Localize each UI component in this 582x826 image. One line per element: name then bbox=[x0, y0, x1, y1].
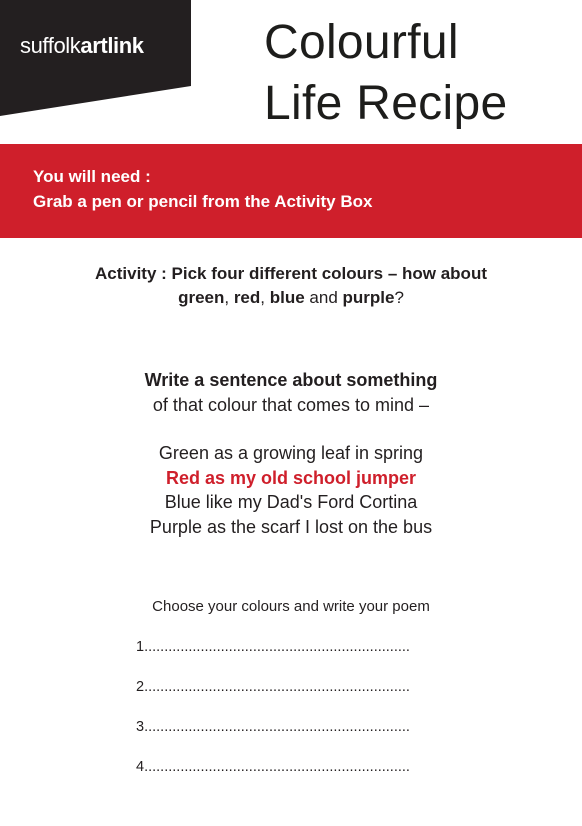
example-red: Red as my old school jumper bbox=[165, 467, 417, 488]
poem-line-2[interactable]: 2.................................................................. bbox=[136, 679, 410, 695]
prompt-bold: Write a sentence about something bbox=[144, 370, 438, 390]
poem-lines bbox=[136, 637, 448, 797]
logo-bold-text: artlink bbox=[80, 33, 144, 58]
question-mark: ? bbox=[394, 288, 404, 307]
suffolk-artlink-logo bbox=[20, 33, 144, 59]
poem-line-4[interactable]: 4.................................................................. bbox=[136, 759, 410, 775]
example-blue: Blue like my Dad's Ford Cortina bbox=[164, 492, 418, 512]
colour-separator: , bbox=[260, 288, 270, 307]
activity-colours bbox=[0, 286, 582, 310]
title-line-2: Life Recipe bbox=[264, 77, 508, 130]
spacer bbox=[0, 417, 582, 441]
poem-line-1[interactable]: 1.................................................................. bbox=[136, 639, 410, 655]
colour-green: green bbox=[178, 288, 225, 307]
example-poem bbox=[0, 368, 582, 539]
you-will-need-text bbox=[33, 164, 372, 214]
colour-blue: blue bbox=[269, 288, 305, 307]
poem-instruction: Choose your colours and write your poem bbox=[152, 598, 430, 615]
logo-light-text: suffolk bbox=[20, 33, 81, 58]
example-green: Green as a growing leaf in spring bbox=[158, 443, 424, 463]
colour-purple: purple bbox=[342, 288, 395, 307]
prompt-rest: of that colour that comes to mind – bbox=[152, 394, 430, 415]
you-will-need-heading: You will need : bbox=[33, 167, 151, 186]
colour-and: and bbox=[304, 288, 343, 307]
logo-block bbox=[0, 0, 191, 116]
you-will-need-banner bbox=[0, 144, 582, 238]
colour-red: red bbox=[233, 288, 261, 307]
poem-line-3[interactable]: 3.................................................................. bbox=[136, 719, 410, 735]
activity-instructions bbox=[0, 262, 582, 310]
colour-separator: , bbox=[224, 288, 234, 307]
title-line-1: Colourful bbox=[264, 16, 459, 69]
page-title bbox=[264, 12, 507, 134]
example-purple: Purple as the scarf I lost on the bus bbox=[149, 516, 433, 537]
activity-intro: Activity : Pick four different colours – how about bbox=[95, 264, 487, 283]
you-will-need-item: Grab a pen or pencil from the Activity Box bbox=[33, 192, 373, 211]
